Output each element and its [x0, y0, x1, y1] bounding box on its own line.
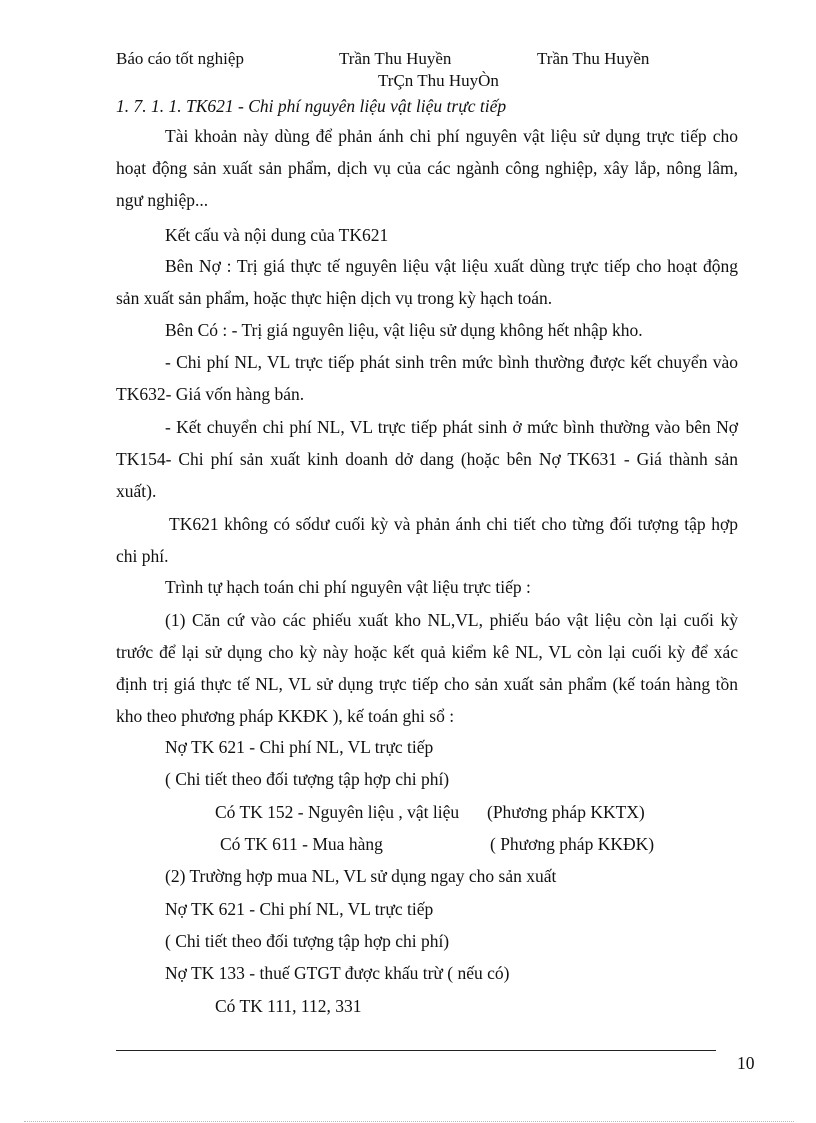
- entry-credit-cash-payables: Có TK 111, 112, 331: [215, 996, 362, 1016]
- header-report-title: Báo cáo tốt nghiệp: [116, 49, 244, 68]
- header-author-name-repeat: Trần Thu Huyền: [537, 49, 650, 68]
- entry-credit-152: Có TK 152 - Nguyên liệu , vật liệu: [215, 802, 460, 822]
- header-author-name-garbled: TrÇn Thu HuyÒn: [378, 71, 499, 90]
- page-number: 10: [737, 1053, 755, 1073]
- header-author-name: Trần Thu Huyền: [339, 49, 452, 68]
- paragraph-debit-side: Bên Nợ : Trị giá thực tế nguyên liệu vật liệu xuất dùng trực tiếp cho hoạt động sản xuất sản phẩm, hoặc thực hiện dịch vụ trong kỳ hạch toán.: [116, 256, 738, 308]
- paragraph-structure-heading: Kết cấu và nội dung của TK621: [165, 225, 389, 245]
- paragraph-credit-item-632: - Chi phí NL, VL trực tiếp phát sinh trên mức bình thường được kết chuyển vào TK632- Giá vốn hàng bán.: [116, 352, 738, 404]
- paragraph-procedure-1: (1) Căn cứ vào các phiếu xuất kho NL,VL, phiếu báo vật liệu còn lại cuối kỳ trước để lại sử dụng cho kỳ này hoặc kết quả kiểm kê NL, VL còn lại cuối kỳ để xác định trị giá thực tế NL, VL sử dụng trực tiếp cho sản xuất sản phẩm (kế toán hàng tồn kho theo phương pháp KKĐK ), kế toán ghi sổ :: [116, 610, 738, 726]
- entry-debit-621: Nợ TK 621 - Chi phí NL, VL trực tiếp: [165, 737, 434, 757]
- entry-credit-152-method: (Phương pháp KKTX): [487, 802, 645, 822]
- entry-debit-621-case-2: Nợ TK 621 - Chi phí NL, VL trực tiếp: [165, 899, 434, 919]
- paragraph-credit-item-154: - Kết chuyển chi phí NL, VL trực tiếp phát sinh ở mức bình thường vào bên Nợ TK154- Chi phí sản xuất kinh doanh dở dang (hoặc bên Nợ TK631 - Giá thành sản xuất).: [116, 417, 738, 501]
- entry-credit-611: Có TK 611 - Mua hàng: [220, 834, 383, 854]
- entry-detail-note-case-2: ( Chi tiết theo đối tượng tập hợp chi phí): [165, 931, 450, 951]
- footer-rule: [116, 1050, 716, 1051]
- paragraph-procedure-heading: Trình tự hạch toán chi phí nguyên vật liệu trực tiếp :: [165, 577, 531, 597]
- page-bottom-divider: [24, 1121, 794, 1122]
- paragraph-credit-side: Bên Có : - Trị giá nguyên liệu, vật liệu sử dụng không hết nhập kho.: [165, 320, 643, 340]
- section-title: 1. 7. 1. 1. TK621 - Chi phí nguyên liệu vật liệu trực tiếp: [116, 96, 507, 116]
- entry-case-2-heading: (2) Trường hợp mua NL, VL sử dụng ngay cho sản xuất: [165, 866, 557, 886]
- entry-detail-note: ( Chi tiết theo đối tượng tập hợp chi phí): [165, 769, 450, 789]
- paragraph-account-purpose: Tài khoản này dùng để phản ánh chi phí nguyên vật liệu sử dụng trực tiếp cho hoạt động sản xuất sản phẩm, dịch vụ của các ngành công nghiệp, xây lắp, nông lâm, ngư nghiệp...: [116, 126, 738, 210]
- entry-debit-133: Nợ TK 133 - thuế GTGT được khấu trừ ( nếu có): [165, 963, 510, 983]
- paragraph-no-balance: TK621 không có sốdư cuối kỳ và phản ánh chi tiết cho từng đối tượng tập hợp chi phí.: [116, 514, 738, 566]
- entry-credit-611-method: ( Phương pháp KKĐK): [490, 834, 655, 854]
